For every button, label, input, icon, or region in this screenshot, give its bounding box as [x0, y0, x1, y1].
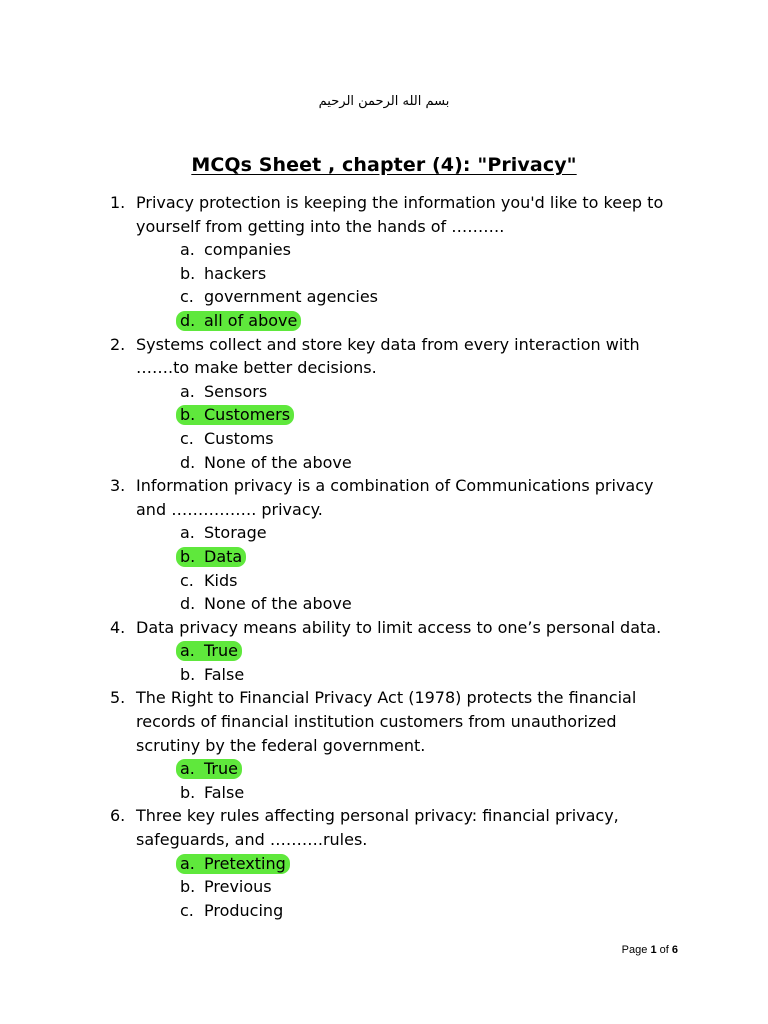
option-text: all of above — [204, 310, 298, 330]
question-item — [110, 616, 710, 687]
answer-option — [136, 545, 710, 569]
basmala: بسم الله الرحمن الرحيم — [318, 94, 450, 109]
option-text: hackers — [204, 263, 267, 283]
question-item — [110, 474, 710, 616]
answer-option — [136, 875, 710, 899]
highlighted-answer — [176, 547, 246, 567]
question-item — [110, 804, 710, 922]
option-text: False — [204, 664, 245, 684]
highlighted-answer — [176, 759, 242, 779]
option-letter: d. — [180, 594, 196, 614]
option-letter: b. — [180, 877, 196, 897]
answer-option — [136, 757, 710, 781]
option-letter: a. — [180, 853, 195, 873]
answer-option — [136, 238, 710, 262]
option-letter: d. — [180, 452, 196, 472]
question-text: The Right to Financial Privacy Act (1978) protects the financial records of financial institution customers from unauthorized scrutiny by the federal government. — [136, 688, 637, 755]
option-list — [136, 639, 710, 686]
question-number: 6. — [110, 806, 126, 826]
option-content — [176, 453, 356, 473]
answer-option — [136, 852, 710, 876]
option-content — [176, 665, 248, 685]
answer-option — [136, 569, 710, 593]
highlighted-answer — [176, 405, 294, 425]
question-text: Data privacy means ability to limit access to one’s personal data. — [136, 617, 662, 637]
answer-option — [136, 899, 710, 923]
answer-option — [136, 285, 710, 309]
option-text: Previous — [204, 877, 272, 897]
option-letter: c. — [180, 287, 194, 307]
option-list — [136, 238, 710, 332]
answer-option — [136, 451, 710, 475]
highlighted-answer — [176, 311, 301, 331]
question-text: Privacy protection is keeping the information you'd like to keep to yourself from getting into the hands of ………. — [136, 193, 664, 236]
option-text: Pretexting — [204, 853, 286, 873]
question-number: 4. — [110, 617, 126, 637]
option-text: Customs — [204, 428, 274, 448]
option-content — [176, 382, 271, 402]
option-text: government agencies — [204, 287, 378, 307]
page-number — [622, 944, 678, 956]
page-word: Page — [621, 944, 648, 956]
option-list — [136, 757, 710, 804]
option-letter: a. — [180, 381, 195, 401]
option-content — [176, 877, 276, 897]
option-text: True — [204, 759, 238, 779]
question-number: 2. — [110, 334, 126, 354]
option-content — [176, 287, 382, 307]
option-letter: b. — [180, 782, 196, 802]
option-letter: b. — [180, 664, 196, 684]
of-word: of — [659, 944, 669, 956]
answer-option — [136, 309, 710, 333]
option-text: False — [204, 782, 245, 802]
answer-option — [136, 403, 710, 427]
option-text: Sensors — [204, 381, 268, 401]
option-letter: a. — [180, 523, 195, 543]
question-item — [110, 191, 710, 333]
option-letter: b. — [180, 263, 196, 283]
answer-option — [136, 663, 710, 687]
answer-option — [136, 521, 710, 545]
answer-option — [136, 427, 710, 451]
question-text: Systems collect and store key data from every interaction with …….to make better decisions. — [136, 334, 640, 378]
option-letter: b. — [180, 546, 196, 566]
answer-option — [136, 380, 710, 404]
option-content — [176, 429, 278, 449]
answer-option — [136, 639, 710, 663]
option-content — [176, 783, 248, 803]
option-content — [176, 571, 241, 591]
option-text: Producing — [204, 900, 284, 920]
option-letter: a. — [180, 240, 195, 260]
option-list — [136, 380, 710, 474]
current-page: 1 — [650, 944, 657, 956]
question-number: 1. — [110, 193, 126, 212]
question-list — [110, 191, 710, 922]
highlighted-answer — [176, 641, 242, 661]
question-text: Three key rules affecting personal privacy: financial privacy, safeguards, and ……….rules. — [136, 806, 619, 850]
question-item — [110, 686, 710, 804]
question-number: 3. — [110, 476, 126, 496]
total-pages: 6 — [671, 944, 678, 956]
option-letter: a. — [180, 641, 195, 661]
option-text: Data — [204, 546, 243, 566]
answer-option — [136, 262, 710, 286]
option-letter: d. — [180, 310, 196, 330]
answer-option — [136, 592, 710, 616]
option-text: companies — [204, 240, 291, 260]
option-list — [136, 852, 710, 923]
option-text: None of the above — [204, 452, 352, 472]
option-letter: c. — [180, 570, 194, 590]
question-item — [110, 333, 710, 475]
option-letter: a. — [180, 759, 195, 779]
option-text: None of the above — [204, 594, 352, 614]
option-content — [176, 264, 270, 284]
question-number: 5. — [110, 688, 126, 708]
option-content — [176, 901, 287, 921]
option-text: Kids — [204, 570, 238, 590]
option-content — [176, 240, 295, 260]
option-list — [136, 521, 710, 615]
highlighted-answer — [176, 854, 290, 874]
question-text: Information privacy is a combination of Communications privacy and ……………. privacy. — [136, 476, 654, 519]
option-text: Customers — [204, 405, 291, 425]
option-content — [176, 523, 271, 543]
option-text: True — [204, 641, 238, 661]
answer-option — [136, 781, 710, 805]
option-text: Storage — [204, 523, 267, 543]
option-letter: c. — [180, 428, 194, 448]
option-content — [176, 594, 356, 614]
option-letter: c. — [180, 900, 194, 920]
option-letter: b. — [180, 405, 196, 425]
page-title: MCQs Sheet , chapter (4): "Privacy" — [191, 154, 577, 176]
